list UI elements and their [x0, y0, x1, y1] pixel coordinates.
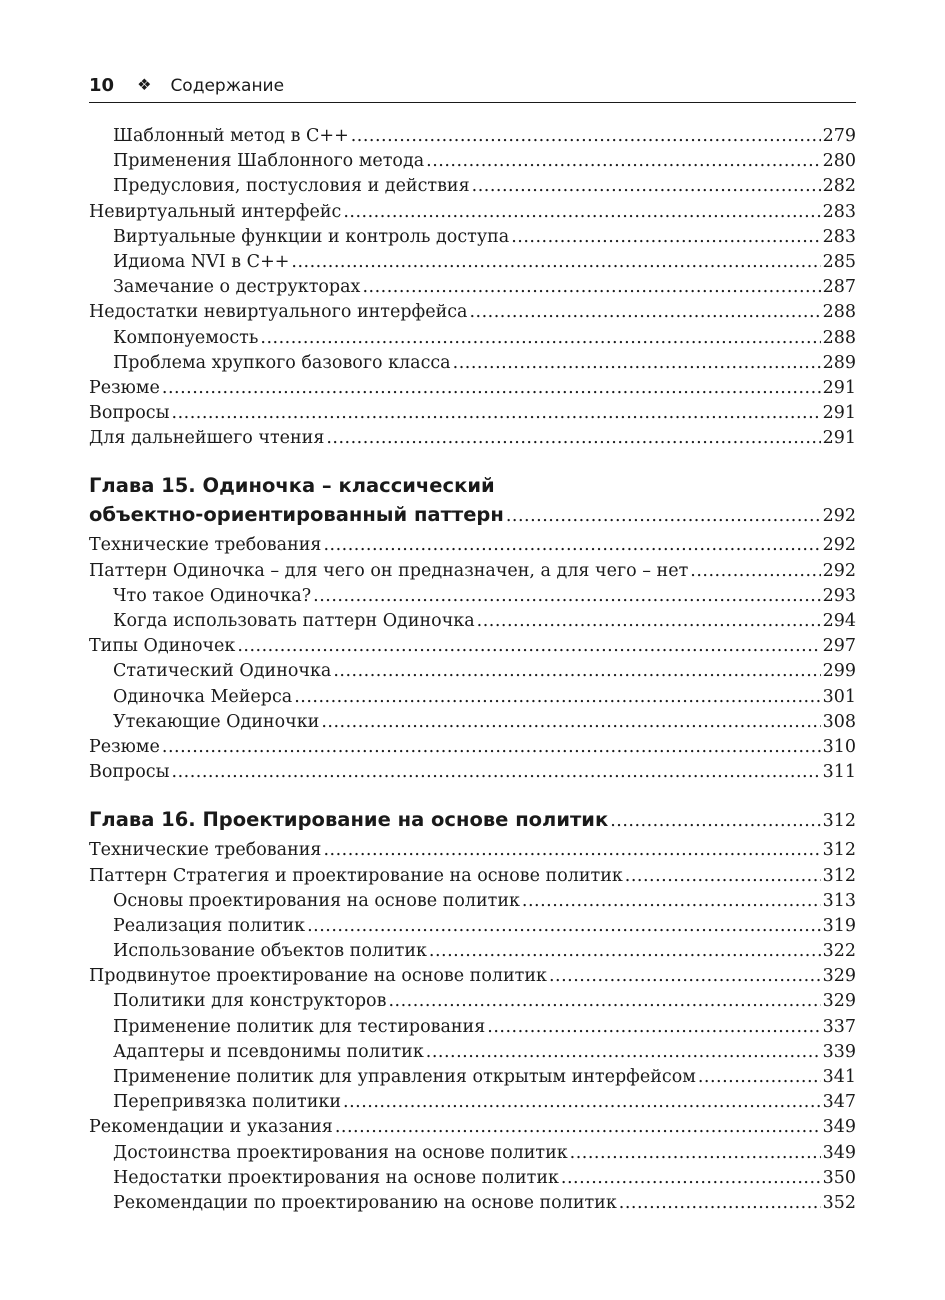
toc-entry[interactable]	[89, 376, 856, 401]
toc-entry-page: 350	[822, 1167, 856, 1188]
dot-leader	[469, 300, 820, 325]
dot-leader	[335, 1115, 821, 1140]
toc-entry[interactable]	[89, 351, 856, 376]
toc-entry[interactable]	[89, 710, 856, 735]
chapter-title-line1: Глава 15. Одиночка – классический	[89, 474, 495, 498]
dot-leader	[343, 200, 820, 225]
dot-leader	[291, 250, 820, 275]
dot-leader	[522, 889, 821, 914]
toc-entry-title: Применения Шаблонного метода	[113, 151, 425, 172]
toc-entry-page: 308	[822, 711, 856, 732]
dot-leader	[321, 710, 820, 735]
dot-leader	[333, 659, 820, 684]
toc-entry[interactable]	[89, 864, 856, 889]
toc-entry-title: Идиома NVI в C++	[113, 251, 290, 272]
toc-entry-page: 319	[822, 915, 856, 936]
toc-entry-page: 349	[822, 1117, 856, 1138]
toc-entry[interactable]	[89, 200, 856, 225]
dot-leader	[549, 964, 821, 989]
toc-section-continued	[89, 124, 856, 451]
dot-leader	[323, 533, 820, 558]
toc-entry[interactable]	[89, 584, 856, 609]
toc-entry-title: Паттерн Одиночка – для чего он предназначен, а для чего – нет	[89, 560, 689, 581]
toc-entry-page: 282	[822, 176, 856, 197]
dot-leader	[426, 1040, 821, 1065]
chapter-16-entries	[89, 838, 856, 1216]
toc-entry[interactable]	[89, 225, 856, 250]
chapter-15-entries	[89, 533, 856, 785]
toc-entry[interactable]	[89, 533, 856, 558]
toc-entry-page: 297	[822, 636, 856, 657]
toc-entry[interactable]	[89, 685, 856, 710]
chapter-15-heading[interactable]	[89, 471, 856, 529]
chapter-16-title-entry	[89, 805, 856, 834]
toc-entry-title: Применение политик для управления открытым интерфейсом	[113, 1067, 696, 1087]
toc-entry-page: 292	[822, 535, 856, 556]
dot-leader	[561, 1166, 821, 1191]
toc-entry-page: 352	[822, 1192, 856, 1213]
toc-entry-title: Для дальнейшего чтения	[89, 428, 325, 449]
toc-entry-title: Резюме	[89, 377, 160, 398]
dot-leader	[698, 1065, 821, 1090]
toc-entry-page: 299	[822, 661, 856, 682]
toc-entry[interactable]	[89, 989, 856, 1014]
toc-entry[interactable]	[89, 939, 856, 964]
toc-entry-page: 347	[822, 1092, 856, 1113]
toc-entry-page: 349	[822, 1142, 856, 1163]
running-header	[89, 72, 856, 103]
dot-leader	[429, 939, 821, 964]
toc-entry-page: 285	[822, 251, 856, 272]
toc-entry-page: 341	[822, 1067, 856, 1087]
chapter-title-line2: объектно-ориентированный паттерн	[89, 503, 504, 527]
toc-entry-title: Статический Одиночка	[113, 661, 332, 682]
running-title: Содержание	[170, 76, 285, 96]
chapter-page-number: 292	[822, 506, 856, 527]
page-number: 10	[89, 75, 115, 96]
toc-entry-page: 294	[822, 611, 856, 631]
dot-leader	[477, 609, 821, 634]
toc-entry-title: Перепривязка политики	[113, 1092, 342, 1113]
toc-entry-page: 312	[822, 840, 856, 861]
toc-entry-title: Технические требования	[89, 840, 322, 861]
dot-leader	[237, 634, 820, 659]
toc-entry-page: 310	[822, 736, 856, 757]
toc-entry-title: Политики для конструкторов	[113, 991, 387, 1012]
toc-entry[interactable]	[89, 124, 856, 149]
dot-leader	[619, 1191, 821, 1216]
toc-entry-title: Виртуальные функции и контроль доступа	[113, 226, 510, 247]
toc-entry[interactable]	[89, 559, 856, 584]
toc-entry[interactable]	[89, 760, 856, 785]
chapter-title: Глава 16. Проектирование на основе политик	[89, 808, 609, 832]
toc-entry-page: 280	[822, 151, 856, 172]
dot-leader	[343, 1090, 821, 1115]
dot-leader	[570, 1141, 821, 1166]
toc-entry[interactable]	[89, 964, 856, 989]
dot-leader	[260, 326, 820, 351]
dot-leader	[162, 376, 821, 401]
toc-entry-page: 337	[822, 1016, 856, 1037]
toc-entry-title: Вопросы	[89, 403, 170, 424]
toc-entry-title: Предусловия, постусловия и действия	[113, 176, 470, 197]
toc-entry[interactable]	[89, 149, 856, 174]
toc-entry-page: 291	[822, 428, 856, 449]
toc-entry-page: 329	[822, 991, 856, 1012]
toc-entry-title: Продвинутое проектирование на основе политик	[89, 966, 547, 987]
toc-entry-page: 279	[822, 126, 856, 146]
dot-leader	[426, 149, 820, 174]
toc-entry-title: Использование объектов политик	[113, 941, 427, 962]
dot-leader	[388, 989, 820, 1014]
toc-entry-page: 283	[822, 226, 856, 247]
toc-entry-title: Адаптеры и псевдонимы политик	[113, 1041, 424, 1062]
dot-leader	[487, 1015, 820, 1040]
chapter-page-number: 312	[822, 811, 856, 832]
toc-entry[interactable]	[89, 1191, 856, 1216]
toc-entry-title: Проблема хрупкого базового класса	[113, 352, 451, 373]
toc-entry-page: 301	[822, 686, 856, 707]
toc-entry[interactable]	[89, 300, 856, 325]
toc-entry[interactable]	[89, 275, 856, 300]
toc-entry[interactable]	[89, 1141, 856, 1166]
dot-leader	[690, 559, 820, 584]
dot-leader	[610, 807, 820, 834]
toc-entry-page: 313	[822, 890, 856, 911]
toc-entry[interactable]	[89, 1166, 856, 1191]
toc-entry-title: Недостатки невиртуального интерфейса	[89, 302, 468, 323]
toc-entry-title: Невиртуальный интерфейс	[89, 201, 342, 222]
toc-entry-title: Резюме	[89, 736, 160, 757]
toc-entry[interactable]	[89, 401, 856, 426]
toc-entry-title: Вопросы	[89, 762, 170, 783]
toc-entry-page: 288	[822, 327, 856, 348]
dot-leader	[172, 401, 821, 426]
toc-entry[interactable]	[89, 174, 856, 199]
ornament-icon: ❖	[137, 77, 152, 94]
toc-entry-page: 291	[822, 403, 856, 424]
toc-entry-page: 312	[822, 865, 856, 886]
toc-entry-page: 339	[822, 1041, 856, 1062]
toc-entry-page: 293	[822, 585, 856, 606]
dot-leader	[351, 124, 821, 149]
toc-entry-title: Когда использовать паттерн Одиночка	[113, 611, 475, 631]
toc-entry-title: Реализация политик	[113, 915, 306, 936]
dot-leader	[307, 914, 820, 939]
dot-leader	[511, 225, 820, 250]
toc-entry-page: 291	[822, 377, 856, 398]
toc-entry[interactable]	[89, 326, 856, 351]
dot-leader	[326, 426, 820, 451]
toc-entry[interactable]	[89, 1090, 856, 1115]
dot-leader	[162, 735, 821, 760]
table-of-contents	[89, 124, 856, 1216]
toc-entry-page: 322	[822, 941, 856, 962]
toc-entry-title: Шаблонный метод в C++	[113, 126, 349, 146]
toc-entry[interactable]	[89, 735, 856, 760]
dot-leader	[506, 502, 821, 529]
toc-entry-title: Утекающие Одиночки	[113, 711, 320, 732]
toc-entry[interactable]	[89, 250, 856, 275]
toc-entry-title: Технические требования	[89, 535, 322, 556]
toc-entry-title: Рекомендации и указания	[89, 1117, 333, 1138]
dot-leader	[172, 760, 821, 785]
dot-leader	[294, 685, 820, 710]
toc-entry-page: 289	[822, 352, 856, 373]
toc-entry-title: Основы проектирования на основе политик	[113, 890, 520, 911]
toc-entry-title: Компонуемость	[113, 327, 259, 348]
dot-leader	[362, 275, 820, 300]
toc-entry-title: Рекомендации по проектированию на основе политик	[113, 1192, 617, 1213]
toc-entry[interactable]	[89, 914, 856, 939]
dot-leader	[323, 838, 820, 863]
toc-entry[interactable]	[89, 838, 856, 863]
toc-entry-title: Одиночка Мейерса	[113, 686, 293, 707]
dot-leader	[625, 864, 821, 889]
toc-entry-title: Что такое Одиночка?	[113, 585, 312, 606]
toc-entry-page: 287	[822, 277, 856, 298]
toc-entry-page: 311	[822, 762, 856, 783]
toc-entry[interactable]	[89, 609, 856, 634]
toc-entry-title: Применение политик для тестирования	[113, 1016, 486, 1037]
toc-entry-title: Достоинства проектирования на основе политик	[113, 1142, 568, 1163]
toc-entry[interactable]	[89, 1015, 856, 1040]
toc-entry-title: Типы Одиночек	[89, 636, 236, 657]
chapter-16-heading[interactable]	[89, 805, 856, 834]
dot-leader	[472, 174, 821, 199]
toc-entry-title: Недостатки проектирования на основе политик	[113, 1167, 559, 1188]
toc-entry[interactable]	[89, 1115, 856, 1140]
toc-entry-title: Паттерн Стратегия и проектирование на основе политик	[89, 865, 623, 886]
toc-entry-page: 329	[822, 966, 856, 987]
toc-entry-page: 292	[822, 560, 856, 581]
toc-entry[interactable]	[89, 659, 856, 684]
dot-leader	[453, 351, 821, 376]
toc-entry[interactable]	[89, 889, 856, 914]
toc-entry[interactable]	[89, 1065, 856, 1090]
toc-entry[interactable]	[89, 634, 856, 659]
dot-leader	[313, 584, 820, 609]
toc-entry-title: Замечание о деструкторах	[113, 277, 361, 298]
toc-entry-page: 288	[822, 302, 856, 323]
toc-entry[interactable]	[89, 1040, 856, 1065]
chapter-title-line2-entry	[89, 500, 856, 529]
toc-entry[interactable]	[89, 426, 856, 451]
toc-entry-page: 283	[822, 201, 856, 222]
